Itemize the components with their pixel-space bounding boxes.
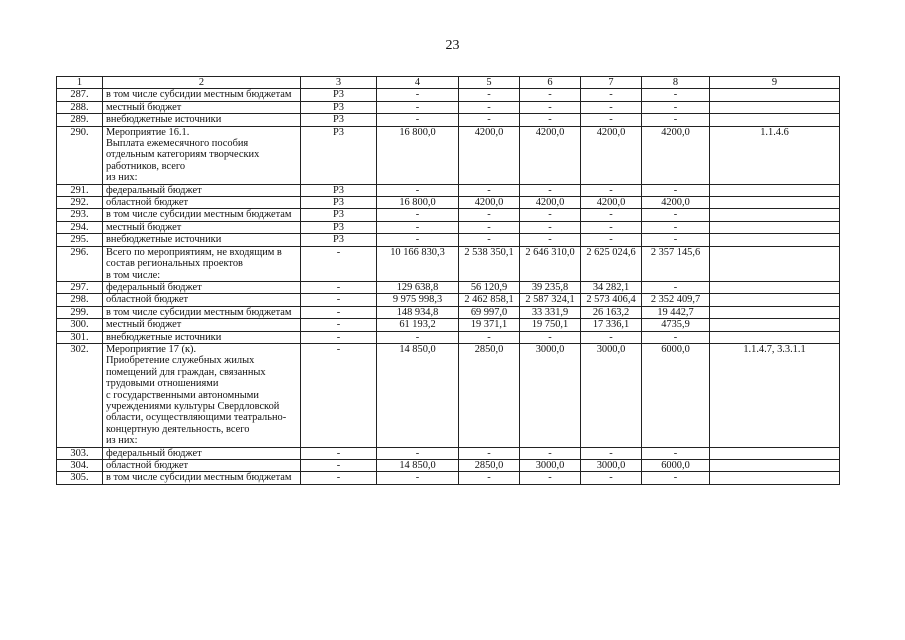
row-description: местный бюджет (103, 319, 301, 331)
row-year-2: - (520, 331, 581, 343)
row-year-2: 4200,0 (520, 126, 581, 184)
row-number: 289. (57, 114, 103, 126)
row-year-2: 39 235,8 (520, 281, 581, 293)
row-year-4: - (642, 221, 710, 233)
row-year-1: - (459, 234, 520, 246)
row-total: - (377, 101, 459, 113)
row-code: - (301, 472, 377, 484)
row-number: 290. (57, 126, 103, 184)
table-row (57, 209, 840, 221)
row-year-3: 2 573 406,4 (581, 294, 642, 306)
row-year-4: 6000,0 (642, 460, 710, 472)
row-total: - (377, 472, 459, 484)
table-row (57, 447, 840, 459)
row-year-1: - (459, 472, 520, 484)
row-description: внебюджетные источники (103, 114, 301, 126)
row-number: 287. (57, 89, 103, 101)
row-target-ref: 1.1.4.6 (710, 126, 840, 184)
row-year-1: - (459, 209, 520, 221)
column-header: 1 (57, 77, 103, 89)
row-number: 296. (57, 246, 103, 281)
row-target-ref (710, 234, 840, 246)
row-code: - (301, 343, 377, 447)
row-number: 300. (57, 319, 103, 331)
row-number: 301. (57, 331, 103, 343)
row-code: Р3 (301, 184, 377, 196)
row-number: 303. (57, 447, 103, 459)
row-year-2: 4200,0 (520, 197, 581, 209)
row-total: - (377, 114, 459, 126)
row-target-ref (710, 447, 840, 459)
row-number: 304. (57, 460, 103, 472)
row-year-1: 2850,0 (459, 460, 520, 472)
row-year-3: - (581, 209, 642, 221)
row-number: 299. (57, 306, 103, 318)
table-row (57, 89, 840, 101)
table-row (57, 114, 840, 126)
row-year-1: 56 120,9 (459, 281, 520, 293)
row-total: - (377, 234, 459, 246)
row-number: 293. (57, 209, 103, 221)
row-year-3: - (581, 221, 642, 233)
column-header: 2 (103, 77, 301, 89)
table-row (57, 126, 840, 184)
table-row (57, 101, 840, 113)
row-target-ref (710, 197, 840, 209)
row-target-ref (710, 472, 840, 484)
row-year-1: - (459, 184, 520, 196)
table-row (57, 472, 840, 484)
row-target-ref (710, 89, 840, 101)
row-number: 292. (57, 197, 103, 209)
row-year-4: - (642, 447, 710, 459)
table-row (57, 343, 840, 447)
row-total: 14 850,0 (377, 343, 459, 447)
row-year-4: 19 442,7 (642, 306, 710, 318)
row-code: Р3 (301, 126, 377, 184)
row-total: - (377, 221, 459, 233)
row-year-2: - (520, 209, 581, 221)
row-year-2: - (520, 89, 581, 101)
row-code: - (301, 460, 377, 472)
row-description: федеральный бюджет (103, 281, 301, 293)
table-row (57, 246, 840, 281)
row-code: - (301, 306, 377, 318)
table-row (57, 234, 840, 246)
row-code: Р3 (301, 221, 377, 233)
row-year-4: - (642, 472, 710, 484)
table-row (57, 306, 840, 318)
row-year-2: 2 646 310,0 (520, 246, 581, 281)
row-target-ref (710, 319, 840, 331)
table-row (57, 460, 840, 472)
row-year-3: - (581, 472, 642, 484)
row-year-3: 4200,0 (581, 126, 642, 184)
row-year-2: 19 750,1 (520, 319, 581, 331)
row-year-4: 4200,0 (642, 126, 710, 184)
row-code: - (301, 294, 377, 306)
row-total: - (377, 447, 459, 459)
row-description: областной бюджет (103, 460, 301, 472)
row-year-2: - (520, 114, 581, 126)
row-year-1: 2850,0 (459, 343, 520, 447)
budget-table (56, 76, 840, 485)
column-header: 3 (301, 77, 377, 89)
row-year-4: 4200,0 (642, 197, 710, 209)
row-year-4: - (642, 114, 710, 126)
row-total: 10 166 830,3 (377, 246, 459, 281)
row-description: федеральный бюджет (103, 184, 301, 196)
row-description: в том числе субсидии местным бюджетам (103, 89, 301, 101)
column-header: 9 (710, 77, 840, 89)
row-total: - (377, 209, 459, 221)
row-code: - (301, 281, 377, 293)
column-header: 7 (581, 77, 642, 89)
row-description: в том числе субсидии местным бюджетам (103, 209, 301, 221)
row-year-1: 4200,0 (459, 126, 520, 184)
row-description: Мероприятие 16.1. Выплата ежемесячного пособия отдельным категориям творческих работников, всего из них: (103, 126, 301, 184)
row-year-1: - (459, 331, 520, 343)
row-year-2: 33 331,9 (520, 306, 581, 318)
row-code: Р3 (301, 209, 377, 221)
table-row (57, 319, 840, 331)
row-description: Всего по мероприятиям, не входящим в состав региональных проектов в том числе: (103, 246, 301, 281)
row-total: 148 934,8 (377, 306, 459, 318)
row-total: 129 638,8 (377, 281, 459, 293)
row-description: местный бюджет (103, 221, 301, 233)
row-total: 9 975 998,3 (377, 294, 459, 306)
row-year-3: - (581, 234, 642, 246)
row-code: Р3 (301, 234, 377, 246)
row-year-1: - (459, 89, 520, 101)
row-number: 297. (57, 281, 103, 293)
row-year-3: - (581, 447, 642, 459)
row-target-ref (710, 246, 840, 281)
row-target-ref (710, 114, 840, 126)
row-number: 298. (57, 294, 103, 306)
row-year-4: 4735,9 (642, 319, 710, 331)
row-year-2: - (520, 221, 581, 233)
row-year-4: - (642, 234, 710, 246)
column-header: 5 (459, 77, 520, 89)
table-row (57, 221, 840, 233)
row-total: 14 850,0 (377, 460, 459, 472)
row-description: внебюджетные источники (103, 331, 301, 343)
row-number: 295. (57, 234, 103, 246)
row-year-4: - (642, 331, 710, 343)
row-code: - (301, 331, 377, 343)
row-year-3: 3000,0 (581, 343, 642, 447)
row-year-2: - (520, 234, 581, 246)
row-target-ref (710, 331, 840, 343)
row-number: 294. (57, 221, 103, 233)
row-code: Р3 (301, 89, 377, 101)
row-number: 305. (57, 472, 103, 484)
row-year-4: 6000,0 (642, 343, 710, 447)
row-year-4: 2 352 409,7 (642, 294, 710, 306)
row-target-ref (710, 281, 840, 293)
row-target-ref (710, 306, 840, 318)
row-year-1: 19 371,1 (459, 319, 520, 331)
table-row (57, 281, 840, 293)
row-target-ref (710, 101, 840, 113)
column-header: 6 (520, 77, 581, 89)
row-total: - (377, 184, 459, 196)
row-number: 302. (57, 343, 103, 447)
row-year-2: - (520, 447, 581, 459)
row-year-3: 17 336,1 (581, 319, 642, 331)
row-year-2: - (520, 101, 581, 113)
row-code: Р3 (301, 101, 377, 113)
row-code: - (301, 319, 377, 331)
row-year-3: - (581, 184, 642, 196)
row-description: в том числе субсидии местным бюджетам (103, 472, 301, 484)
row-year-3: 26 163,2 (581, 306, 642, 318)
row-code: Р3 (301, 114, 377, 126)
row-total: - (377, 331, 459, 343)
row-year-1: - (459, 221, 520, 233)
row-year-3: 34 282,1 (581, 281, 642, 293)
row-year-4: - (642, 101, 710, 113)
row-description: внебюджетные источники (103, 234, 301, 246)
page-number: 23 (445, 38, 460, 53)
row-year-4: - (642, 281, 710, 293)
row-year-4: - (642, 184, 710, 196)
row-year-3: 2 625 024,6 (581, 246, 642, 281)
row-total: 16 800,0 (377, 197, 459, 209)
row-number: 288. (57, 101, 103, 113)
row-description: областной бюджет (103, 197, 301, 209)
row-year-1: - (459, 101, 520, 113)
row-number: 291. (57, 184, 103, 196)
row-year-3: 3000,0 (581, 460, 642, 472)
row-total: 16 800,0 (377, 126, 459, 184)
row-year-3: - (581, 89, 642, 101)
row-year-1: 4200,0 (459, 197, 520, 209)
row-year-1: - (459, 447, 520, 459)
row-code: Р3 (301, 197, 377, 209)
row-year-2: - (520, 472, 581, 484)
row-target-ref (710, 184, 840, 196)
row-year-1: - (459, 114, 520, 126)
column-header: 4 (377, 77, 459, 89)
row-description: местный бюджет (103, 101, 301, 113)
row-description: областной бюджет (103, 294, 301, 306)
row-year-3: 4200,0 (581, 197, 642, 209)
row-target-ref: 1.1.4.7, 3.3.1.1 (710, 343, 840, 447)
row-year-1: 2 462 858,1 (459, 294, 520, 306)
row-target-ref (710, 209, 840, 221)
row-description: в том числе субсидии местным бюджетам (103, 306, 301, 318)
row-year-1: 2 538 350,1 (459, 246, 520, 281)
row-year-3: - (581, 331, 642, 343)
row-year-2: 3000,0 (520, 460, 581, 472)
row-target-ref (710, 460, 840, 472)
row-total: 61 193,2 (377, 319, 459, 331)
table-row (57, 184, 840, 196)
row-year-4: 2 357 145,6 (642, 246, 710, 281)
table-row (57, 294, 840, 306)
row-description: федеральный бюджет (103, 447, 301, 459)
table-row (57, 331, 840, 343)
column-header: 8 (642, 77, 710, 89)
row-year-1: 69 997,0 (459, 306, 520, 318)
row-code: - (301, 246, 377, 281)
row-code: - (301, 447, 377, 459)
row-year-2: - (520, 184, 581, 196)
row-year-3: - (581, 101, 642, 113)
row-total: - (377, 89, 459, 101)
table-header-row (57, 77, 840, 89)
row-target-ref (710, 294, 840, 306)
row-year-4: - (642, 209, 710, 221)
row-year-2: 3000,0 (520, 343, 581, 447)
row-year-3: - (581, 114, 642, 126)
row-year-2: 2 587 324,1 (520, 294, 581, 306)
row-year-4: - (642, 89, 710, 101)
row-target-ref (710, 221, 840, 233)
row-description: Мероприятие 17 (к). Приобретение служебных жилых помещений для граждан, связанных трудовыми отношениями с государственными автономными учреждениями культуры Свердловской области, осуществляющими театрально-концертную деятельность, всего из них: (103, 343, 301, 447)
table-row (57, 197, 840, 209)
